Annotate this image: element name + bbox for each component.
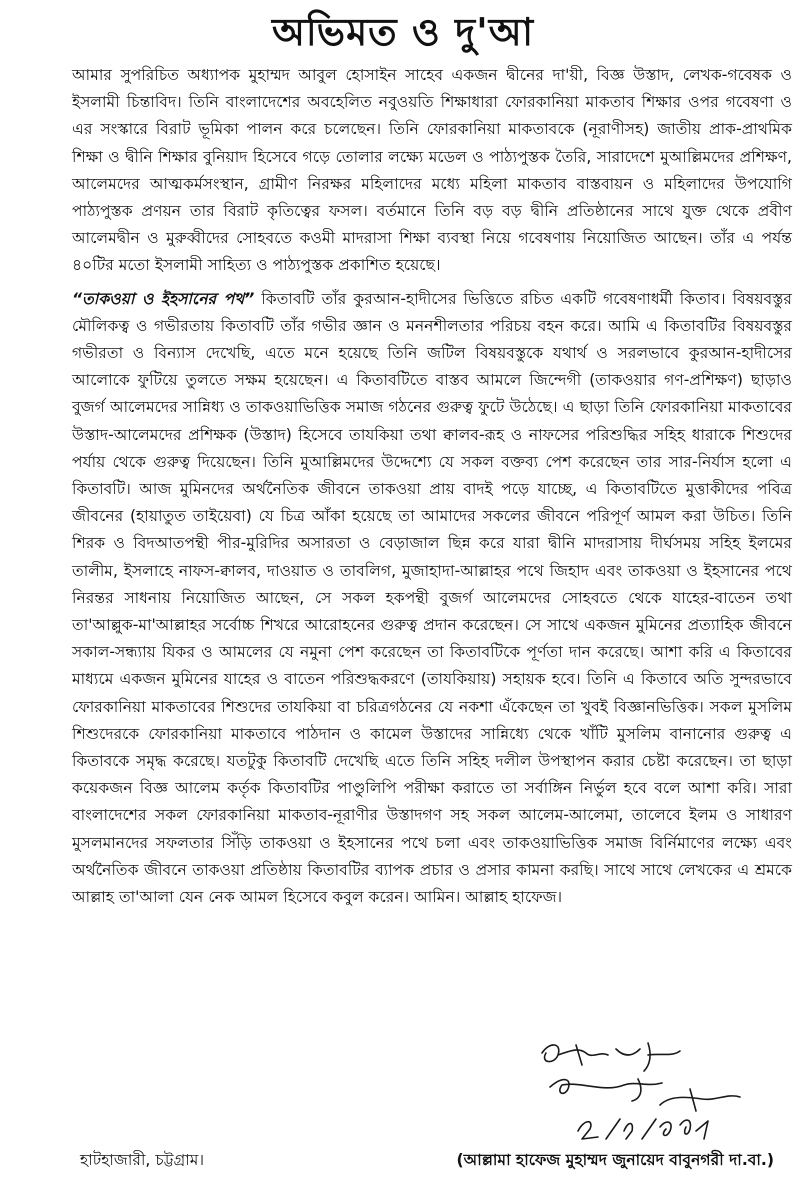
paragraph-intro: আমার সুপরিচিত অধ্যাপক মুহাম্মদ আবুল হোসাইন সাহেব একজন দ্বীনের দা'য়ী, বিজ্ঞ উস্তাদ, লেখক-গবেষক ও ইসলামী চিন্তাবিদ। তিনি বাংলাদেশের অবহেলিত নবুওয়তি শিক্ষাধারা ফোরকানিয়া মাকতাব শিক্ষার ওপর গবেষণা ও এর সংস্কারে বিরাট ভূমিকা পালন করে চলেছেন। তিনি ফোরকানিয়া মাকতাবকে (নূরাণীসহ) জাতীয় প্রাক-প্রাথমিক শিক্ষা ও দ্বীনি শিক্ষার বুনিয়াদ হিসেবে গড়ে তোলার লক্ষ্যে মডেল ও পাঠ্যপুস্তক তৈরি, সারাদেশে মুআল্লিমদের প্রশিক্ষণ, আলেমদের আত্মকর্মসংস্থান, গ্রামীণ নিরক্ষর মহিলাদের মধ্যে মহিলা মাকতাব বাস্তবায়ন ও মহিলাদের উপযোগি পাঠ্যপুস্তক প্রণয়ন তার বিরাট কৃতিত্বের ফসল। বর্তমানে তিনি বড় বড় দ্বীনি প্রতিষ্ঠানের সাথে যুক্ত থেকে প্রবীণ আলেমদ্বীন ও মুরুব্বীদের সোহবতে কওমী মাদরাসা শিক্ষা ব্যবস্থা নিয়ে গবেষণায় নিয়োজিত আছেন। তাঁর এ পর্যন্ত ৪০টির মতো ইসলামী সাহিত্য ও পাঠ্যপুস্তক প্রকাশিত হয়েছে।	[72, 66, 792, 275]
page-title: অভিমত ও দু'আ	[271, 10, 535, 54]
signature-drawing	[520, 1035, 750, 1150]
book-title: “তাকওয়া ও ইহসানের পথ”	[72, 289, 255, 308]
document-body	[72, 62, 792, 911]
paragraph-book-review	[72, 286, 792, 912]
handwritten-signature-icon	[520, 1035, 750, 1150]
author-signature-line: (আল্লামা হাফেজ মুহাম্মদ জুনায়েদ বাবুনগরী দা.বা.)	[456, 1151, 774, 1169]
paragraph-book-review-text: কিতাবটি তাঁর কুরআন-হাদীসের ভিত্তিতে রচিত একটি গবেষণাধর্মী কিতাব। বিষয়বস্তুর মৌলিকত্ব ও গভীরতায় কিতাবটি তাঁর গভীর জ্ঞান ও মননশীলতার পরিচয় বহন করে। আমি এ কিতাবটির বিষয়বস্তুর গভীরতা ও বিন্যাস দেখেছি, এতে মনে হয়েছে তিনি জটিল বিষয়বস্তুকে যথার্থ ও সরলভাবে কুরআন-হাদীসের আলোকে ফুটিয়ে তুলতে সক্ষম হয়েছেন। এ কিতাবটিতে বাস্তব আমলে জিন্দেগী (তাকওয়ার গণ-প্রশিক্ষণ) ছাড়াও বুজর্গ আলেমদের সান্নিধ্য ও তাকওয়াভিত্তিক সমাজ গঠনের গুরুত্ব ফুটে উঠেছে। এ ছাড়া তিনি ফোরকানিয়া মাকতাবের উস্তাদ-আলেমদের প্রশিক্ষক (উস্তাদ) হিসেবে তাযকিয়া তথা ক্বালব-রূহ ও নাফসের পরিশুদ্ধির সহিহ ধারাকে শিশুদের পর্যায় থেকে গুরুত্ব দিয়েছেন। তিনি মুআল্লিমদের উদ্দেশ্যে যে সকল বক্তব্য পেশ করেছেন তার সার-নির্যাস হলো এ কিতাবটি। আজ মুমিনদের অর্থনৈতিক জীবনে তাকওয়া প্রায় বাদই পড়ে যাচ্ছে, এ কিতাবটিতে মুত্তাকীদের পবিত্র জীবনের (হায়াতুত তাইয়েবা) যে চিত্র আঁকা হয়েছে তা আমাদের সকলের জীবনে পরিপূর্ণ আমল করা উচিত। তিনি শিরক ও বিদআতপন্থী পীর-মুরিদির অসারতা ও বেড়াজাল ছিন্ন করে যারা দ্বীনি মাদরাসায় দীর্ঘসময় সহিহ ইলমের তালীম, ইসলাহে নাফস-ক্বালব, দাওয়াত ও তাবলিগ, মুজাহাদা-আল্লাহর পথে জিহাদ এবং তাকওয়া ও ইহসানের পথে নিরন্তর সাধনায় নিয়োজিত আছেন, সে সকল হকপন্থী বুজর্গ আলেমদের সোহবতে থেকে যাহের-বাতেন তথা তা'আল্লুক-মা'আল্লাহর সর্বোচ্চ শিখরে আরোহনের গুরুত্ব প্রদান করেছেন। সে সাথে একজন মুমিনের প্রত্যাহিক জীবনে সকাল-সন্ধ্যায় যিকর ও আমলের যে নমুনা পেশ করেছেন তা কিতাবটিকে পূর্ণতা দান করেছে। আশা করি এ কিতাবের মাধ্যমে একজন মুমিনের যাহের ও বাতেন পরিশুদ্ধকরণে (তাযকিয়ায়) সহায়ক হবে। তিনি এ কিতাবে অতি সুন্দরভাবে ফোরকানিয়া মাকতাবের শিশুদের তাযকিয়া বা চরিত্রগঠনের যে নকশা এঁকেছেন তা খুবই বিজ্ঞানভিত্তিক। সকল মুসলিম শিশুদেরকে ফোরকানিয়া মাকতাবে পাঠদান ও কামেল উস্তাদের সান্নিধ্যে থেকে খাঁটি মুসলিম বানানোর গুরুত্ব এ কিতাবকে সমৃদ্ধ করেছে। যতটুকু কিতাবটি দেখেছি এতে তিনি সহিহ দলীল উপস্থাপন করার চেষ্টা করেছেন। তা ছাড়া কয়েকজন বিজ্ঞ আলেম কর্তৃক কিতাবটির পাণ্ডুলিপি পরীক্ষা করাতে তা সর্বাঙ্গিন নির্ভুল হবে বলে আশা করি। সারা বাংলাদেশের সকল ফোরকানিয়া মাকতাব-নূরাণীর উস্তাদগণ সহ সকল আলেম-আলেমা, তালেবে ইলম ও সাধারণ মুসলমানদের সফলতার সিঁড়ি তাকওয়া ও ইহসানের পথে চলা এবং তাকওয়াভিত্তিক সমাজ বির্নিমাণের লক্ষ্যে এবং অর্থনৈতিক জীবনে তাকওয়া প্রতিষ্ঠায় কিতাবটির ব্যাপক প্রচার ও প্রসার কামনা করছি। সাথে সাথে লেখকের এ শ্রমকে আল্লাহ তা'আলা যেন নেক আমল হিসেবে কবুল করেন। আমিন। আল্লাহ হাফেজ।	[72, 289, 792, 907]
place-name: হাটহাজারী, চট্টগ্রাম।	[80, 1151, 205, 1169]
